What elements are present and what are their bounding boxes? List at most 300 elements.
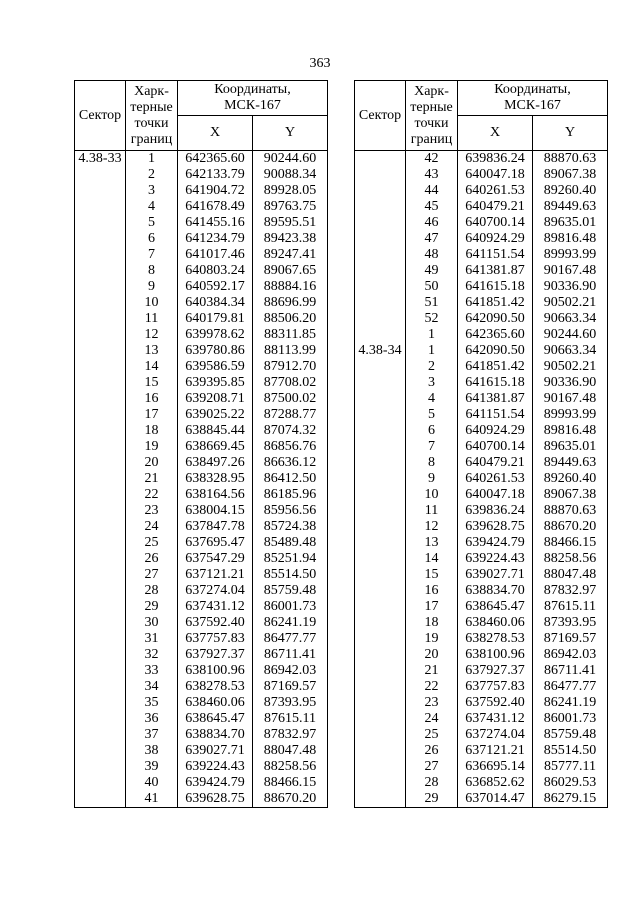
table-row <box>355 599 608 615</box>
x-coordinate-cell: 640261.53 <box>458 471 533 487</box>
point-number-cell: 23 <box>406 695 458 711</box>
point-number-cell: 42 <box>406 151 458 168</box>
table-row <box>355 151 608 168</box>
y-coordinate-cell: 86942.03 <box>533 647 608 663</box>
point-number-cell: 39 <box>126 759 178 775</box>
sector-cell <box>75 327 126 343</box>
table-row <box>355 759 608 775</box>
sector-cell <box>75 343 126 359</box>
point-number-cell: 8 <box>406 455 458 471</box>
sector-cell <box>355 615 406 631</box>
x-coordinate-cell: 642133.79 <box>178 167 253 183</box>
point-number-cell: 45 <box>406 199 458 215</box>
table-row <box>75 759 328 775</box>
x-coordinate-cell: 639836.24 <box>458 151 533 168</box>
table-row <box>75 775 328 791</box>
y-coordinate-cell: 85251.94 <box>253 551 328 567</box>
point-number-cell: 4 <box>126 199 178 215</box>
x-coordinate-cell: 639424.79 <box>458 535 533 551</box>
y-coordinate-cell: 87708.02 <box>253 375 328 391</box>
point-number-cell: 25 <box>126 535 178 551</box>
y-coordinate-cell: 88884.16 <box>253 279 328 295</box>
y-coordinate-cell: 86477.77 <box>253 631 328 647</box>
sector-cell <box>75 599 126 615</box>
y-coordinate-cell: 87074.32 <box>253 423 328 439</box>
sector-cell <box>355 391 406 407</box>
sector-cell <box>355 551 406 567</box>
sector-cell: 4.38-34 <box>355 343 406 359</box>
x-coordinate-cell: 639208.71 <box>178 391 253 407</box>
coordinates-table-left <box>74 80 328 808</box>
x-coordinate-cell: 641017.46 <box>178 247 253 263</box>
table-row <box>75 551 328 567</box>
point-number-cell: 10 <box>406 487 458 503</box>
sector-cell <box>75 231 126 247</box>
table-row <box>75 663 328 679</box>
x-coordinate-cell: 639025.22 <box>178 407 253 423</box>
sector-cell <box>75 247 126 263</box>
table-row <box>355 263 608 279</box>
y-coordinate-cell: 89816.48 <box>533 423 608 439</box>
x-coordinate-cell: 638100.96 <box>178 663 253 679</box>
sector-header: Сектор <box>75 81 126 151</box>
table-row <box>75 471 328 487</box>
table-row <box>75 407 328 423</box>
table-row <box>355 407 608 423</box>
y-coordinate-cell: 85956.56 <box>253 503 328 519</box>
point-number-cell: 27 <box>406 759 458 775</box>
sector-cell <box>75 519 126 535</box>
table-row <box>75 535 328 551</box>
table-row <box>355 647 608 663</box>
sector-cell <box>355 775 406 791</box>
sector-cell <box>75 663 126 679</box>
y-coordinate-cell: 89635.01 <box>533 215 608 231</box>
sector-cell <box>75 439 126 455</box>
sector-cell <box>355 199 406 215</box>
y-coordinate-cell: 86029.53 <box>533 775 608 791</box>
x-coordinate-cell: 640803.24 <box>178 263 253 279</box>
y-coordinate-cell: 88258.56 <box>253 759 328 775</box>
table-row <box>355 695 608 711</box>
point-number-cell: 17 <box>406 599 458 615</box>
sector-cell <box>355 439 406 455</box>
sector-cell <box>355 695 406 711</box>
point-number-cell: 2 <box>126 167 178 183</box>
x-coordinate-cell: 637592.40 <box>458 695 533 711</box>
y-coordinate-cell: 88870.63 <box>533 151 608 168</box>
table-row <box>355 743 608 759</box>
x-coordinate-cell: 638004.15 <box>178 503 253 519</box>
x-coordinate-cell: 640047.18 <box>458 487 533 503</box>
y-coordinate-cell: 87912.70 <box>253 359 328 375</box>
sector-cell <box>75 503 126 519</box>
sector-cell <box>355 247 406 263</box>
y-coordinate-cell: 89247.41 <box>253 247 328 263</box>
point-number-cell: 26 <box>406 743 458 759</box>
y-coordinate-cell: 90502.21 <box>533 359 608 375</box>
sector-cell <box>75 551 126 567</box>
point-number-cell: 1 <box>406 343 458 359</box>
sector-cell <box>355 727 406 743</box>
y-coordinate-cell: 89928.05 <box>253 183 328 199</box>
table-row <box>75 311 328 327</box>
point-number-cell: 10 <box>126 295 178 311</box>
point-number-cell: 19 <box>126 439 178 455</box>
x-coordinate-cell: 639586.59 <box>178 359 253 375</box>
point-number-cell: 25 <box>406 727 458 743</box>
point-number-cell: 50 <box>406 279 458 295</box>
table-row <box>355 519 608 535</box>
point-number-cell: 20 <box>406 647 458 663</box>
y-coordinate-cell: 88670.20 <box>253 791 328 808</box>
y-coordinate-cell: 90167.48 <box>533 263 608 279</box>
table-row <box>75 263 328 279</box>
point-number-cell: 33 <box>126 663 178 679</box>
point-number-cell: 16 <box>126 391 178 407</box>
table-row <box>355 199 608 215</box>
point-number-cell: 6 <box>406 423 458 439</box>
point-number-cell: 17 <box>126 407 178 423</box>
x-coordinate-cell: 642365.60 <box>178 151 253 168</box>
sector-cell <box>355 215 406 231</box>
point-number-cell: 5 <box>126 215 178 231</box>
y-coordinate-cell: 85759.48 <box>533 727 608 743</box>
table-row <box>355 567 608 583</box>
point-number-cell: 24 <box>406 711 458 727</box>
sector-cell <box>75 567 126 583</box>
page-number: 363 <box>309 56 331 71</box>
table-row <box>75 487 328 503</box>
sector-cell <box>355 679 406 695</box>
x-coordinate-cell: 637695.47 <box>178 535 253 551</box>
x-coordinate-cell: 638278.53 <box>458 631 533 647</box>
x-header: X <box>178 116 253 151</box>
table-row <box>355 279 608 295</box>
x-coordinate-cell: 638669.45 <box>178 439 253 455</box>
y-coordinate-cell: 90244.60 <box>533 327 608 343</box>
y-coordinate-cell: 89993.99 <box>533 247 608 263</box>
y-coordinate-cell: 88047.48 <box>253 743 328 759</box>
table-row <box>355 679 608 695</box>
x-coordinate-cell: 639395.85 <box>178 375 253 391</box>
sector-cell <box>75 759 126 775</box>
sector-cell <box>75 631 126 647</box>
sector-cell <box>75 775 126 791</box>
y-coordinate-cell: 90663.34 <box>533 343 608 359</box>
table-row <box>355 311 608 327</box>
x-coordinate-cell: 639628.75 <box>458 519 533 535</box>
y-coordinate-cell: 85514.50 <box>253 567 328 583</box>
y-coordinate-cell: 90088.34 <box>253 167 328 183</box>
table-row <box>355 247 608 263</box>
table-row <box>75 695 328 711</box>
sector-cell <box>75 199 126 215</box>
x-coordinate-cell: 641851.42 <box>458 359 533 375</box>
table-row <box>355 631 608 647</box>
sector-cell <box>75 423 126 439</box>
y-coordinate-cell: 88113.99 <box>253 343 328 359</box>
sector-cell <box>75 695 126 711</box>
y-coordinate-cell: 90244.60 <box>253 151 328 168</box>
y-coordinate-cell: 86856.76 <box>253 439 328 455</box>
y-coordinate-cell: 85724.38 <box>253 519 328 535</box>
sector-cell <box>355 151 406 168</box>
point-number-cell: 47 <box>406 231 458 247</box>
x-coordinate-cell: 642090.50 <box>458 311 533 327</box>
x-coordinate-cell: 641381.87 <box>458 391 533 407</box>
table-row <box>355 327 608 343</box>
sector-cell <box>75 743 126 759</box>
x-coordinate-cell: 639836.24 <box>458 503 533 519</box>
x-coordinate-cell: 641381.87 <box>458 263 533 279</box>
sector-cell <box>355 631 406 647</box>
x-coordinate-cell: 638328.95 <box>178 471 253 487</box>
point-number-cell: 21 <box>126 471 178 487</box>
point-number-cell: 43 <box>406 167 458 183</box>
y-coordinate-cell: 88466.15 <box>533 535 608 551</box>
y-coordinate-cell: 87393.95 <box>533 615 608 631</box>
table-row <box>75 599 328 615</box>
sector-cell <box>355 791 406 808</box>
y-header: Y <box>533 116 608 151</box>
sector-cell <box>75 583 126 599</box>
point-number-cell: 11 <box>406 503 458 519</box>
sector-cell <box>355 231 406 247</box>
x-coordinate-cell: 637847.78 <box>178 519 253 535</box>
table-row <box>355 663 608 679</box>
sector-cell <box>355 583 406 599</box>
y-coordinate-cell: 85514.50 <box>533 743 608 759</box>
y-coordinate-cell: 88311.85 <box>253 327 328 343</box>
x-coordinate-cell: 638834.70 <box>458 583 533 599</box>
sector-cell <box>355 759 406 775</box>
y-coordinate-cell: 87169.57 <box>533 631 608 647</box>
point-number-cell: 9 <box>126 279 178 295</box>
y-coordinate-cell: 87169.57 <box>253 679 328 695</box>
sector-cell <box>355 375 406 391</box>
table-row <box>355 471 608 487</box>
point-number-cell: 12 <box>406 519 458 535</box>
point-number-cell: 15 <box>406 567 458 583</box>
y-coordinate-cell: 87832.97 <box>253 727 328 743</box>
table-row <box>75 439 328 455</box>
x-coordinate-cell: 641851.42 <box>458 295 533 311</box>
y-coordinate-cell: 89993.99 <box>533 407 608 423</box>
x-coordinate-cell: 641615.18 <box>458 375 533 391</box>
sector-cell <box>75 183 126 199</box>
x-coordinate-cell: 638100.96 <box>458 647 533 663</box>
y-coordinate-cell: 86942.03 <box>253 663 328 679</box>
sector-cell <box>75 727 126 743</box>
points-header: Харк- терные точки границ <box>126 81 178 151</box>
table-row <box>355 775 608 791</box>
y-coordinate-cell: 86001.73 <box>253 599 328 615</box>
sector-cell <box>75 455 126 471</box>
x-coordinate-cell: 640924.29 <box>458 423 533 439</box>
point-number-cell: 44 <box>406 183 458 199</box>
point-number-cell: 28 <box>126 583 178 599</box>
table-row <box>355 791 608 808</box>
sector-cell <box>75 407 126 423</box>
point-number-cell: 21 <box>406 663 458 679</box>
point-number-cell: 12 <box>126 327 178 343</box>
x-coordinate-cell: 637927.37 <box>458 663 533 679</box>
y-coordinate-cell: 89763.75 <box>253 199 328 215</box>
x-coordinate-cell: 640479.21 <box>458 455 533 471</box>
x-coordinate-cell: 637274.04 <box>458 727 533 743</box>
table-row <box>75 455 328 471</box>
x-coordinate-cell: 637592.40 <box>178 615 253 631</box>
point-number-cell: 19 <box>406 631 458 647</box>
sector-cell <box>75 535 126 551</box>
y-coordinate-cell: 89260.40 <box>533 471 608 487</box>
table-row <box>355 583 608 599</box>
point-number-cell: 9 <box>406 471 458 487</box>
table-row <box>75 791 328 808</box>
point-number-cell: 14 <box>126 359 178 375</box>
table-row <box>75 647 328 663</box>
x-coordinate-cell: 640384.34 <box>178 295 253 311</box>
point-number-cell: 35 <box>126 695 178 711</box>
table-row <box>75 327 328 343</box>
y-coordinate-cell: 86279.15 <box>533 791 608 808</box>
point-number-cell: 1 <box>126 151 178 168</box>
y-header: Y <box>253 116 328 151</box>
x-coordinate-cell: 639224.43 <box>178 759 253 775</box>
y-coordinate-cell: 89067.65 <box>253 263 328 279</box>
table-row <box>355 711 608 727</box>
table-row <box>355 167 608 183</box>
point-number-cell: 18 <box>126 423 178 439</box>
table-row <box>355 183 608 199</box>
y-coordinate-cell: 89635.01 <box>533 439 608 455</box>
x-coordinate-cell: 639424.79 <box>178 775 253 791</box>
sector-cell <box>75 711 126 727</box>
point-number-cell: 36 <box>126 711 178 727</box>
point-number-cell: 1 <box>406 327 458 343</box>
y-coordinate-cell: 86241.19 <box>253 615 328 631</box>
point-number-cell: 29 <box>126 599 178 615</box>
x-coordinate-cell: 640700.14 <box>458 215 533 231</box>
table-row <box>355 455 608 471</box>
x-coordinate-cell: 637121.21 <box>458 743 533 759</box>
point-number-cell: 30 <box>126 615 178 631</box>
table-row <box>355 343 608 359</box>
table-row <box>75 183 328 199</box>
table-row <box>75 295 328 311</box>
x-coordinate-cell: 640179.81 <box>178 311 253 327</box>
x-coordinate-cell: 641151.54 <box>458 247 533 263</box>
table-row <box>75 679 328 695</box>
coordinates-table-right <box>354 80 608 808</box>
y-coordinate-cell: 89423.38 <box>253 231 328 247</box>
sector-cell <box>355 599 406 615</box>
y-coordinate-cell: 88870.63 <box>533 503 608 519</box>
sector-cell <box>75 391 126 407</box>
table-row <box>355 423 608 439</box>
x-coordinate-cell: 636852.62 <box>458 775 533 791</box>
sector-cell <box>355 295 406 311</box>
sector-cell <box>355 327 406 343</box>
sector-cell <box>75 471 126 487</box>
point-number-cell: 34 <box>126 679 178 695</box>
table-row <box>355 295 608 311</box>
x-coordinate-cell: 640047.18 <box>458 167 533 183</box>
point-number-cell: 49 <box>406 263 458 279</box>
sector-cell <box>355 663 406 679</box>
x-coordinate-cell: 639027.71 <box>458 567 533 583</box>
point-number-cell: 7 <box>126 247 178 263</box>
point-number-cell: 32 <box>126 647 178 663</box>
sector-cell <box>75 375 126 391</box>
y-coordinate-cell: 88670.20 <box>533 519 608 535</box>
y-coordinate-cell: 90336.90 <box>533 279 608 295</box>
point-number-cell: 6 <box>126 231 178 247</box>
y-coordinate-cell: 86185.96 <box>253 487 328 503</box>
point-number-cell: 40 <box>126 775 178 791</box>
x-coordinate-cell: 637757.83 <box>178 631 253 647</box>
table-row <box>355 215 608 231</box>
point-number-cell: 22 <box>126 487 178 503</box>
sector-cell <box>355 311 406 327</box>
x-coordinate-cell: 641615.18 <box>458 279 533 295</box>
table-row <box>355 359 608 375</box>
table-row <box>75 727 328 743</box>
sector-cell <box>355 183 406 199</box>
x-coordinate-cell: 639628.75 <box>178 791 253 808</box>
coordinates-header: Координаты, МСК-167 <box>458 81 608 116</box>
sector-cell <box>75 311 126 327</box>
y-coordinate-cell: 86412.50 <box>253 471 328 487</box>
y-coordinate-cell: 90663.34 <box>533 311 608 327</box>
x-coordinate-cell: 638460.06 <box>178 695 253 711</box>
y-coordinate-cell: 87832.97 <box>533 583 608 599</box>
x-coordinate-cell: 637014.47 <box>458 791 533 808</box>
x-coordinate-cell: 638645.47 <box>458 599 533 615</box>
x-coordinate-cell: 638460.06 <box>458 615 533 631</box>
x-header: X <box>458 116 533 151</box>
table-row <box>75 151 328 168</box>
sector-cell <box>355 711 406 727</box>
y-coordinate-cell: 90502.21 <box>533 295 608 311</box>
sector-cell <box>75 295 126 311</box>
y-coordinate-cell: 88506.20 <box>253 311 328 327</box>
sector-cell <box>355 455 406 471</box>
table-row <box>75 583 328 599</box>
x-coordinate-cell: 638497.26 <box>178 455 253 471</box>
sector-cell <box>355 647 406 663</box>
table-row <box>75 423 328 439</box>
y-coordinate-cell: 89067.38 <box>533 487 608 503</box>
point-number-cell: 38 <box>126 743 178 759</box>
x-coordinate-cell: 637274.04 <box>178 583 253 599</box>
y-coordinate-cell: 86477.77 <box>533 679 608 695</box>
x-coordinate-cell: 641151.54 <box>458 407 533 423</box>
point-number-cell: 7 <box>406 439 458 455</box>
sector-cell <box>75 615 126 631</box>
sector-cell <box>75 679 126 695</box>
coordinates-header: Координаты, МСК-167 <box>178 81 328 116</box>
table-row <box>355 535 608 551</box>
x-coordinate-cell: 637431.12 <box>178 599 253 615</box>
sector-cell <box>355 503 406 519</box>
table-row <box>75 711 328 727</box>
point-number-cell: 16 <box>406 583 458 599</box>
sector-cell <box>355 359 406 375</box>
y-coordinate-cell: 90336.90 <box>533 375 608 391</box>
y-coordinate-cell: 86711.41 <box>533 663 608 679</box>
